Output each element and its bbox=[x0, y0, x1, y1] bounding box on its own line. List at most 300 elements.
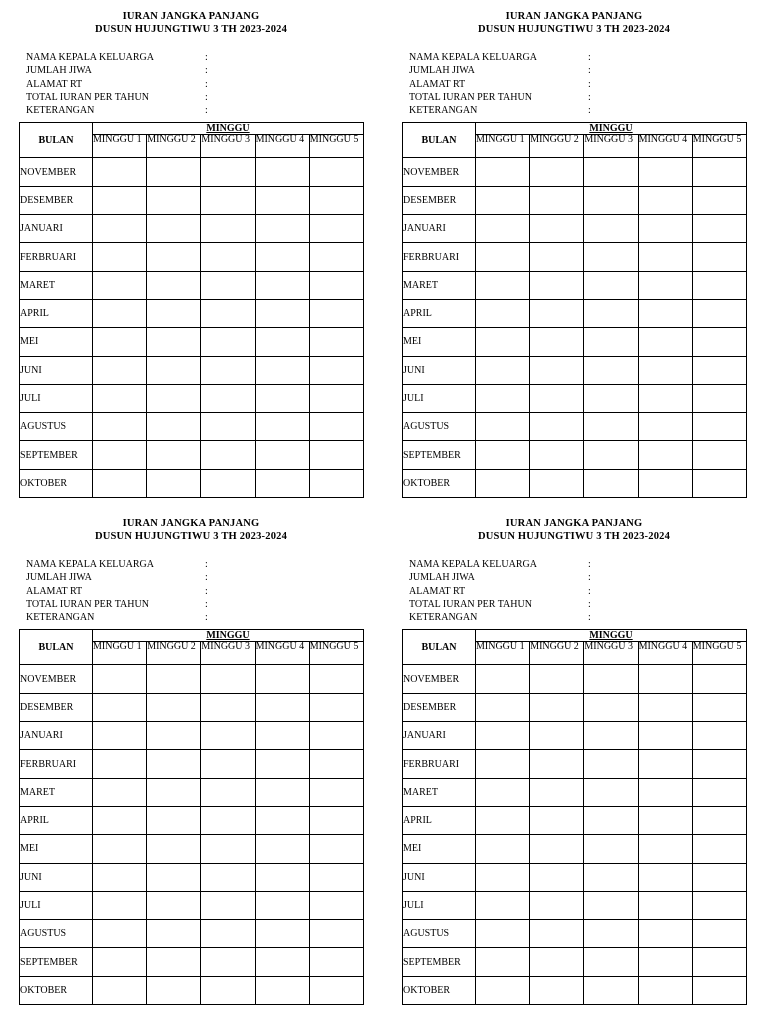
week-header: MINGGU 2 bbox=[530, 135, 584, 158]
payment-cell[interactable] bbox=[530, 413, 584, 441]
payment-cell[interactable] bbox=[584, 243, 638, 271]
payment-cell[interactable] bbox=[255, 806, 309, 834]
payment-cell[interactable] bbox=[93, 328, 147, 356]
payment-cell[interactable] bbox=[530, 693, 584, 721]
payment-cell[interactable] bbox=[476, 665, 530, 693]
month-rows bbox=[403, 158, 747, 498]
table-row bbox=[20, 920, 364, 948]
payment-cell[interactable] bbox=[255, 356, 309, 384]
payment-cell[interactable] bbox=[530, 384, 584, 412]
payment-cell[interactable] bbox=[309, 863, 363, 891]
payment-cell[interactable] bbox=[147, 243, 201, 271]
payment-cell[interactable] bbox=[530, 271, 584, 299]
payment-cell[interactable] bbox=[638, 976, 692, 1004]
payment-cell[interactable] bbox=[530, 976, 584, 1004]
payment-cell[interactable] bbox=[93, 186, 147, 214]
payment-cell[interactable] bbox=[584, 722, 638, 750]
payment-cell[interactable] bbox=[476, 722, 530, 750]
field-colon: : bbox=[588, 598, 591, 610]
field-label: TOTAL IURAN PER TAHUN bbox=[409, 598, 532, 610]
payment-cell[interactable] bbox=[476, 863, 530, 891]
payment-cell[interactable] bbox=[530, 920, 584, 948]
table-row bbox=[403, 441, 747, 469]
week-header: MINGGU 4 bbox=[255, 642, 309, 665]
payment-cell[interactable] bbox=[638, 920, 692, 948]
payment-cell[interactable] bbox=[255, 469, 309, 497]
table-row bbox=[403, 328, 747, 356]
payment-cell[interactable] bbox=[201, 693, 255, 721]
payment-cell[interactable] bbox=[692, 863, 746, 891]
field-colon: : bbox=[588, 78, 591, 90]
payment-cell[interactable] bbox=[584, 158, 638, 186]
week-group-header: MINGGU bbox=[93, 123, 364, 135]
payment-cell[interactable] bbox=[309, 891, 363, 919]
table-row bbox=[403, 665, 747, 693]
payment-cell[interactable] bbox=[309, 186, 363, 214]
payment-cell[interactable] bbox=[692, 469, 746, 497]
payment-cell[interactable] bbox=[147, 356, 201, 384]
payment-cell[interactable] bbox=[476, 778, 530, 806]
payment-cell[interactable] bbox=[638, 356, 692, 384]
payment-cell[interactable] bbox=[93, 441, 147, 469]
payment-cell[interactable] bbox=[147, 271, 201, 299]
field-label: KETERANGAN bbox=[409, 105, 478, 117]
payment-cell[interactable] bbox=[476, 384, 530, 412]
payment-cell[interactable] bbox=[309, 693, 363, 721]
payment-cell[interactable] bbox=[584, 665, 638, 693]
payment-cell[interactable] bbox=[201, 441, 255, 469]
payment-cell[interactable] bbox=[147, 835, 201, 863]
payment-cell[interactable] bbox=[309, 158, 363, 186]
payment-cell[interactable] bbox=[255, 863, 309, 891]
payment-cell[interactable] bbox=[476, 243, 530, 271]
payment-cell[interactable] bbox=[255, 384, 309, 412]
payment-cell[interactable] bbox=[584, 693, 638, 721]
week-header: MINGGU 2 bbox=[530, 642, 584, 665]
payment-cell[interactable] bbox=[93, 243, 147, 271]
payment-cell[interactable] bbox=[584, 750, 638, 778]
payment-cell[interactable] bbox=[638, 469, 692, 497]
payment-cell[interactable] bbox=[692, 215, 746, 243]
table-row bbox=[403, 299, 747, 327]
payment-cell[interactable] bbox=[692, 722, 746, 750]
field-colon: : bbox=[205, 572, 208, 584]
payment-cell[interactable] bbox=[255, 158, 309, 186]
title-line-2: DUSUN HUJUNGTIWU 3 TH 2023-2024 bbox=[477, 24, 671, 35]
payment-cell[interactable] bbox=[147, 299, 201, 327]
payment-cell[interactable] bbox=[638, 722, 692, 750]
month-label: AGUSTUS bbox=[20, 920, 93, 948]
payment-cell[interactable] bbox=[584, 441, 638, 469]
payment-cell[interactable] bbox=[309, 948, 363, 976]
payment-cell[interactable] bbox=[584, 328, 638, 356]
payment-cell[interactable] bbox=[147, 778, 201, 806]
payment-cell[interactable] bbox=[309, 243, 363, 271]
payment-cell[interactable] bbox=[309, 441, 363, 469]
payment-cell[interactable] bbox=[255, 243, 309, 271]
month-label: SEPTEMBER bbox=[20, 441, 93, 469]
week-group-header: MINGGU bbox=[93, 630, 364, 642]
month-label: SEPTEMBER bbox=[20, 948, 93, 976]
month-label: APRIL bbox=[20, 299, 93, 327]
payment-cell[interactable] bbox=[530, 835, 584, 863]
payment-cell[interactable] bbox=[309, 722, 363, 750]
table-row bbox=[403, 469, 747, 497]
payment-cell[interactable] bbox=[93, 158, 147, 186]
payment-cell[interactable] bbox=[638, 750, 692, 778]
payment-cell[interactable] bbox=[530, 186, 584, 214]
payment-cell[interactable] bbox=[255, 778, 309, 806]
week-header: MINGGU 3 bbox=[201, 642, 255, 665]
payment-cell[interactable] bbox=[255, 976, 309, 1004]
payment-cell[interactable] bbox=[255, 835, 309, 863]
payment-cell[interactable] bbox=[93, 384, 147, 412]
payment-cell[interactable] bbox=[476, 186, 530, 214]
payment-cell[interactable] bbox=[638, 665, 692, 693]
payment-cell[interactable] bbox=[147, 215, 201, 243]
payment-cell[interactable] bbox=[530, 299, 584, 327]
month-label: NOVEMBER bbox=[403, 158, 476, 186]
field-colon: : bbox=[588, 91, 591, 103]
table-row bbox=[403, 186, 747, 214]
payment-cell[interactable] bbox=[530, 778, 584, 806]
payment-cell[interactable] bbox=[692, 186, 746, 214]
payment-cell[interactable] bbox=[309, 976, 363, 1004]
title-line-1: IURAN JANGKA PANJANG bbox=[505, 518, 643, 529]
payment-cell[interactable] bbox=[476, 158, 530, 186]
payment-cell[interactable] bbox=[584, 384, 638, 412]
payment-cell[interactable] bbox=[584, 469, 638, 497]
payment-cell[interactable] bbox=[530, 328, 584, 356]
payment-cell[interactable] bbox=[201, 215, 255, 243]
payment-cell[interactable] bbox=[309, 469, 363, 497]
payment-cell[interactable] bbox=[201, 413, 255, 441]
payment-cell[interactable] bbox=[255, 750, 309, 778]
payment-cell[interactable] bbox=[584, 186, 638, 214]
payment-cell[interactable] bbox=[147, 806, 201, 834]
payment-cell[interactable] bbox=[530, 863, 584, 891]
info-row bbox=[409, 585, 746, 598]
payment-cell[interactable] bbox=[476, 215, 530, 243]
payment-cell[interactable] bbox=[692, 665, 746, 693]
payment-cell[interactable] bbox=[255, 413, 309, 441]
payment-cell[interactable] bbox=[309, 750, 363, 778]
payment-cell[interactable] bbox=[201, 976, 255, 1004]
payment-cell[interactable] bbox=[530, 948, 584, 976]
payment-cell[interactable] bbox=[201, 722, 255, 750]
payment-cell[interactable] bbox=[638, 806, 692, 834]
payment-cell[interactable] bbox=[692, 750, 746, 778]
payment-cell[interactable] bbox=[255, 722, 309, 750]
payment-cell[interactable] bbox=[530, 891, 584, 919]
payment-cell[interactable] bbox=[93, 271, 147, 299]
payment-cell[interactable] bbox=[309, 328, 363, 356]
payment-cell[interactable] bbox=[93, 299, 147, 327]
payment-table bbox=[402, 629, 747, 1005]
payment-cell[interactable] bbox=[93, 976, 147, 1004]
payment-cell[interactable] bbox=[584, 835, 638, 863]
table-row bbox=[20, 778, 364, 806]
payment-cell[interactable] bbox=[638, 215, 692, 243]
payment-cell[interactable] bbox=[201, 948, 255, 976]
payment-cell[interactable] bbox=[638, 441, 692, 469]
payment-cell[interactable] bbox=[201, 299, 255, 327]
payment-cell[interactable] bbox=[201, 891, 255, 919]
field-label: TOTAL IURAN PER TAHUN bbox=[409, 91, 532, 103]
payment-cell[interactable] bbox=[476, 271, 530, 299]
payment-table bbox=[19, 122, 364, 498]
payment-cell[interactable] bbox=[147, 158, 201, 186]
payment-cell[interactable] bbox=[476, 441, 530, 469]
payment-cell[interactable] bbox=[201, 158, 255, 186]
month-label: JUNI bbox=[20, 863, 93, 891]
payment-cell[interactable] bbox=[147, 328, 201, 356]
payment-cell[interactable] bbox=[584, 806, 638, 834]
payment-cell[interactable] bbox=[692, 835, 746, 863]
week-header: MINGGU 1 bbox=[93, 135, 147, 158]
payment-cell[interactable] bbox=[255, 271, 309, 299]
payment-cell[interactable] bbox=[584, 778, 638, 806]
payment-cell[interactable] bbox=[201, 835, 255, 863]
payment-cell[interactable] bbox=[476, 299, 530, 327]
payment-cell[interactable] bbox=[93, 948, 147, 976]
field-colon: : bbox=[205, 78, 208, 90]
payment-cell[interactable] bbox=[692, 243, 746, 271]
table-row bbox=[403, 158, 747, 186]
week-header: MINGGU 3 bbox=[584, 642, 638, 665]
payment-cell[interactable] bbox=[638, 299, 692, 327]
payment-cell[interactable] bbox=[255, 215, 309, 243]
payment-cell[interactable] bbox=[201, 186, 255, 214]
info-row bbox=[26, 91, 363, 104]
payment-cell[interactable] bbox=[201, 920, 255, 948]
month-label: JULI bbox=[20, 891, 93, 919]
payment-cell[interactable] bbox=[530, 356, 584, 384]
payment-cell[interactable] bbox=[93, 835, 147, 863]
payment-cell[interactable] bbox=[692, 778, 746, 806]
field-colon: : bbox=[588, 585, 591, 597]
table-row bbox=[403, 384, 747, 412]
payment-cell[interactable] bbox=[147, 384, 201, 412]
payment-cell[interactable] bbox=[309, 778, 363, 806]
payment-cell[interactable] bbox=[309, 835, 363, 863]
payment-cell[interactable] bbox=[530, 441, 584, 469]
payment-cell[interactable] bbox=[309, 413, 363, 441]
payment-cell[interactable] bbox=[530, 750, 584, 778]
month-label: NOVEMBER bbox=[20, 665, 93, 693]
payment-cell[interactable] bbox=[692, 356, 746, 384]
payment-cell[interactable] bbox=[93, 469, 147, 497]
payment-cell[interactable] bbox=[147, 920, 201, 948]
payment-cell[interactable] bbox=[147, 441, 201, 469]
payment-cell[interactable] bbox=[93, 778, 147, 806]
month-column-header: BULAN bbox=[20, 123, 93, 158]
payment-cell[interactable] bbox=[476, 750, 530, 778]
payment-cell[interactable] bbox=[530, 243, 584, 271]
payment-cell[interactable] bbox=[147, 750, 201, 778]
month-label: OKTOBER bbox=[403, 469, 476, 497]
payment-cell[interactable] bbox=[584, 356, 638, 384]
payment-cell[interactable] bbox=[476, 328, 530, 356]
payment-cell[interactable] bbox=[147, 413, 201, 441]
payment-cell[interactable] bbox=[201, 469, 255, 497]
payment-cell[interactable] bbox=[638, 891, 692, 919]
payment-cell[interactable] bbox=[530, 469, 584, 497]
payment-cell[interactable] bbox=[93, 693, 147, 721]
payment-cell[interactable] bbox=[476, 976, 530, 1004]
payment-cell[interactable] bbox=[255, 665, 309, 693]
payment-cell[interactable] bbox=[201, 806, 255, 834]
payment-cell[interactable] bbox=[692, 384, 746, 412]
payment-cell[interactable] bbox=[309, 384, 363, 412]
payment-cell[interactable] bbox=[638, 948, 692, 976]
payment-cell[interactable] bbox=[255, 328, 309, 356]
payment-cell[interactable] bbox=[638, 328, 692, 356]
payment-cell[interactable] bbox=[584, 299, 638, 327]
payment-cell[interactable] bbox=[201, 271, 255, 299]
payment-cell[interactable] bbox=[584, 948, 638, 976]
payment-cell[interactable] bbox=[584, 863, 638, 891]
payment-cell[interactable] bbox=[147, 469, 201, 497]
payment-cell[interactable] bbox=[93, 215, 147, 243]
payment-cell[interactable] bbox=[93, 665, 147, 693]
payment-cell[interactable] bbox=[530, 215, 584, 243]
payment-cell[interactable] bbox=[255, 441, 309, 469]
payment-cell[interactable] bbox=[584, 891, 638, 919]
payment-cell[interactable] bbox=[530, 806, 584, 834]
payment-cell[interactable] bbox=[476, 469, 530, 497]
payment-cell[interactable] bbox=[201, 778, 255, 806]
payment-cell[interactable] bbox=[147, 976, 201, 1004]
payment-cell[interactable] bbox=[93, 806, 147, 834]
payment-cell[interactable] bbox=[201, 243, 255, 271]
payment-cell[interactable] bbox=[476, 891, 530, 919]
payment-cell[interactable] bbox=[476, 920, 530, 948]
payment-cell[interactable] bbox=[93, 356, 147, 384]
payment-cell[interactable] bbox=[147, 948, 201, 976]
info-row bbox=[26, 558, 363, 571]
payment-cell[interactable] bbox=[692, 806, 746, 834]
payment-cell[interactable] bbox=[147, 186, 201, 214]
payment-cell[interactable] bbox=[201, 328, 255, 356]
payment-cell[interactable] bbox=[638, 243, 692, 271]
payment-cell[interactable] bbox=[530, 665, 584, 693]
payment-cell[interactable] bbox=[93, 722, 147, 750]
payment-cell[interactable] bbox=[309, 215, 363, 243]
payment-cell[interactable] bbox=[93, 863, 147, 891]
title-line-2: DUSUN HUJUNGTIWU 3 TH 2023-2024 bbox=[94, 24, 288, 35]
payment-cell[interactable] bbox=[692, 441, 746, 469]
payment-cell[interactable] bbox=[584, 976, 638, 1004]
info-row bbox=[26, 611, 363, 624]
month-rows bbox=[20, 665, 364, 1005]
payment-cell[interactable] bbox=[201, 384, 255, 412]
payment-cell[interactable] bbox=[638, 863, 692, 891]
payment-cell[interactable] bbox=[255, 948, 309, 976]
payment-cell[interactable] bbox=[201, 863, 255, 891]
info-fields bbox=[409, 51, 746, 117]
month-label: JANUARI bbox=[403, 215, 476, 243]
payment-cell[interactable] bbox=[255, 693, 309, 721]
payment-cell[interactable] bbox=[638, 835, 692, 863]
payment-cell[interactable] bbox=[309, 299, 363, 327]
payment-cell[interactable] bbox=[530, 722, 584, 750]
payment-cell[interactable] bbox=[147, 863, 201, 891]
payment-cell[interactable] bbox=[201, 665, 255, 693]
payment-cell[interactable] bbox=[638, 778, 692, 806]
payment-cell[interactable] bbox=[93, 920, 147, 948]
week-header: MINGGU 3 bbox=[201, 135, 255, 158]
payment-cell[interactable] bbox=[692, 976, 746, 1004]
payment-cell[interactable] bbox=[584, 920, 638, 948]
table-row bbox=[403, 750, 747, 778]
table-row bbox=[20, 863, 364, 891]
payment-cell[interactable] bbox=[476, 356, 530, 384]
field-label: JUMLAH JIWA bbox=[409, 65, 475, 77]
payment-cell[interactable] bbox=[255, 186, 309, 214]
payment-cell[interactable] bbox=[309, 356, 363, 384]
week-header: MINGGU 4 bbox=[638, 135, 692, 158]
payment-cell[interactable] bbox=[638, 271, 692, 299]
payment-cell[interactable] bbox=[692, 328, 746, 356]
payment-cell[interactable] bbox=[476, 693, 530, 721]
payment-cell[interactable] bbox=[692, 299, 746, 327]
field-colon: : bbox=[588, 572, 591, 584]
payment-cell[interactable] bbox=[93, 750, 147, 778]
field-colon: : bbox=[205, 612, 208, 624]
payment-cell[interactable] bbox=[255, 299, 309, 327]
payment-cell[interactable] bbox=[692, 693, 746, 721]
payment-cell[interactable] bbox=[309, 920, 363, 948]
payment-cell[interactable] bbox=[638, 693, 692, 721]
payment-cell[interactable] bbox=[638, 384, 692, 412]
payment-cell[interactable] bbox=[147, 722, 201, 750]
payment-cell[interactable] bbox=[692, 158, 746, 186]
payment-cell[interactable] bbox=[530, 158, 584, 186]
payment-cell[interactable] bbox=[692, 891, 746, 919]
payment-cell[interactable] bbox=[201, 750, 255, 778]
payment-cell[interactable] bbox=[638, 413, 692, 441]
table-row bbox=[403, 693, 747, 721]
payment-cell[interactable] bbox=[584, 215, 638, 243]
table-row bbox=[20, 891, 364, 919]
payment-cell[interactable] bbox=[584, 413, 638, 441]
payment-cell[interactable] bbox=[476, 835, 530, 863]
payment-cell[interactable] bbox=[692, 948, 746, 976]
payment-cell[interactable] bbox=[309, 806, 363, 834]
payment-cell[interactable] bbox=[255, 920, 309, 948]
payment-cell[interactable] bbox=[476, 806, 530, 834]
payment-cell[interactable] bbox=[201, 356, 255, 384]
payment-cell[interactable] bbox=[476, 948, 530, 976]
month-label: OKTOBER bbox=[403, 976, 476, 1004]
payment-cell[interactable] bbox=[584, 271, 638, 299]
payment-cell[interactable] bbox=[93, 413, 147, 441]
payment-cell[interactable] bbox=[93, 891, 147, 919]
payment-cell[interactable] bbox=[255, 891, 309, 919]
payment-cell[interactable] bbox=[638, 186, 692, 214]
payment-cell[interactable] bbox=[147, 891, 201, 919]
payment-cell[interactable] bbox=[692, 271, 746, 299]
payment-cell[interactable] bbox=[638, 158, 692, 186]
payment-cell[interactable] bbox=[147, 665, 201, 693]
payment-cell[interactable] bbox=[147, 693, 201, 721]
payment-cell[interactable] bbox=[309, 271, 363, 299]
payment-cell[interactable] bbox=[692, 920, 746, 948]
payment-cell[interactable] bbox=[309, 665, 363, 693]
payment-cell[interactable] bbox=[476, 413, 530, 441]
payment-cell[interactable] bbox=[692, 413, 746, 441]
